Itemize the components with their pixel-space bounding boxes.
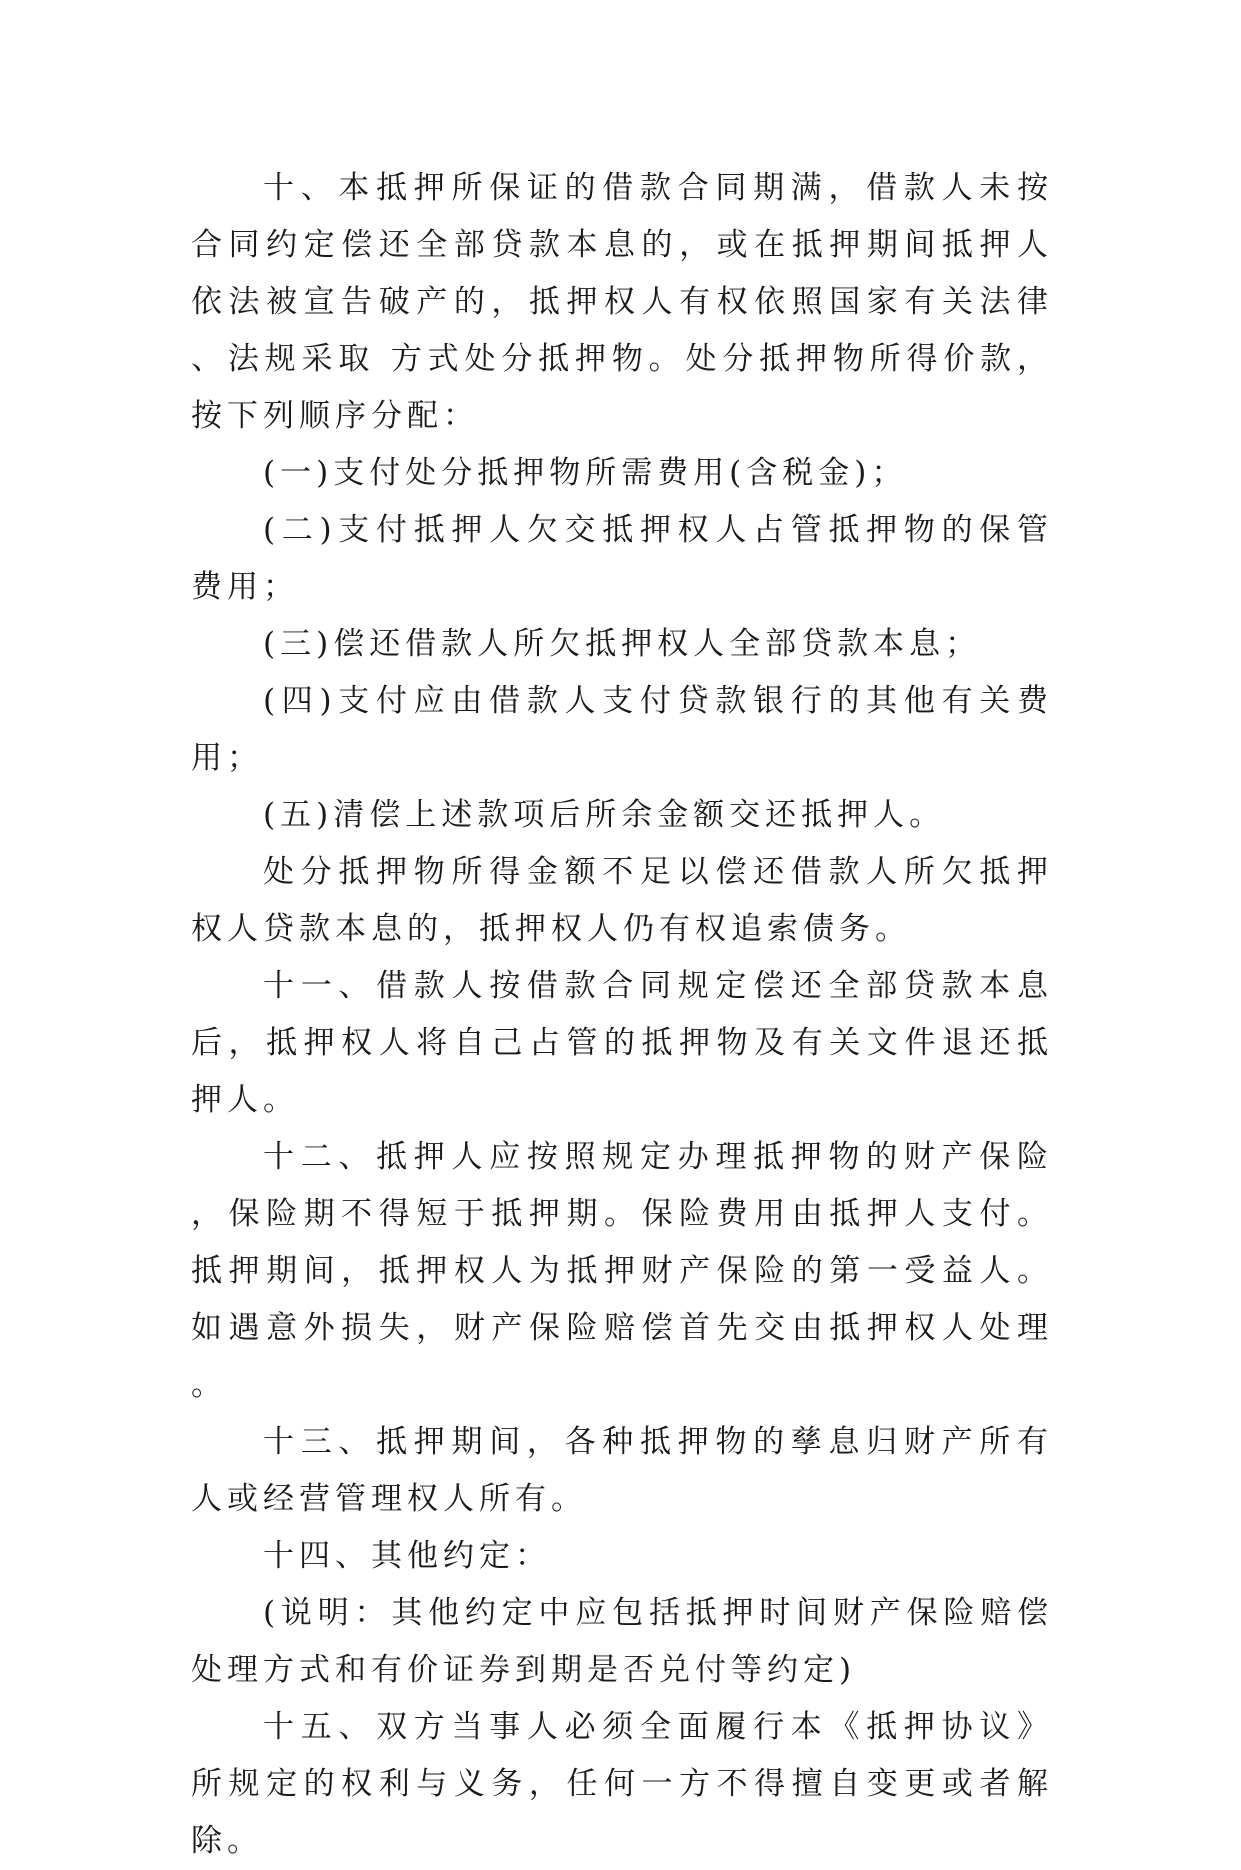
clause-12: 十二、抵押人应按照规定办理抵押物的财产保险，保险期不得短于抵押期。保险费用由抵押人支付。抵押期间，抵押权人为抵押财产保险的第一受益人。如遇意外损失，财产保险赔偿首先交由抵押权人处理。 xyxy=(191,1139,1053,1403)
list-item-3: (三)偿还借款人所欠抵押权人全部贷款本息； xyxy=(263,626,982,662)
list-item-1: (一)支付处分抵押物所需费用(含税金)； xyxy=(263,455,908,491)
clause-14: 十四、其他约定： xyxy=(263,1538,551,1574)
clause-14-note: (说明：其他约定中应包括抵押时间财产保险赔偿处理方式和有价证券到期是否兑付等约定) xyxy=(191,1595,1053,1688)
list-item-5: (五)清偿上述款项后所余金额交还抵押人。 xyxy=(263,797,946,833)
deficiency-paragraph: 处分抵押物所得金额不足以偿还借款人所欠抵押权人贷款本息的，抵押权人仍有权追索债务。 xyxy=(191,854,1053,947)
clause-10: 十、本抵押所保证的借款合同期满，借款人未按合同约定偿还全部贷款本息的，或在抵押期间抵押人依法被宣告破产的，抵押权人有权依照国家有关法律、法规采取 方式处分抵押物。处分抵押物所得价款，按下列顺序分配： xyxy=(191,170,1053,434)
clause-13: 十三、抵押期间，各种抵押物的孳息归财产所有人或经营管理权人所有。 xyxy=(191,1424,1053,1517)
list-item-2: (二)支付抵押人欠交抵押权人占管抵押物的保管费用； xyxy=(191,512,1053,605)
list-item-4: (四)支付应由借款人支付贷款银行的其他有关费用； xyxy=(191,683,1053,776)
clause-11: 十一、借款人按借款合同规定偿还全部贷款本息后，抵押权人将自己占管的抵押物及有关文件退还抵押人。 xyxy=(191,968,1053,1118)
document-body xyxy=(191,160,1053,1870)
clause-15: 十五、双方当事人必须全面履行本《抵押协议》所规定的权利与义务，任何一方不得擅自变更或者解除。 xyxy=(191,1709,1053,1859)
